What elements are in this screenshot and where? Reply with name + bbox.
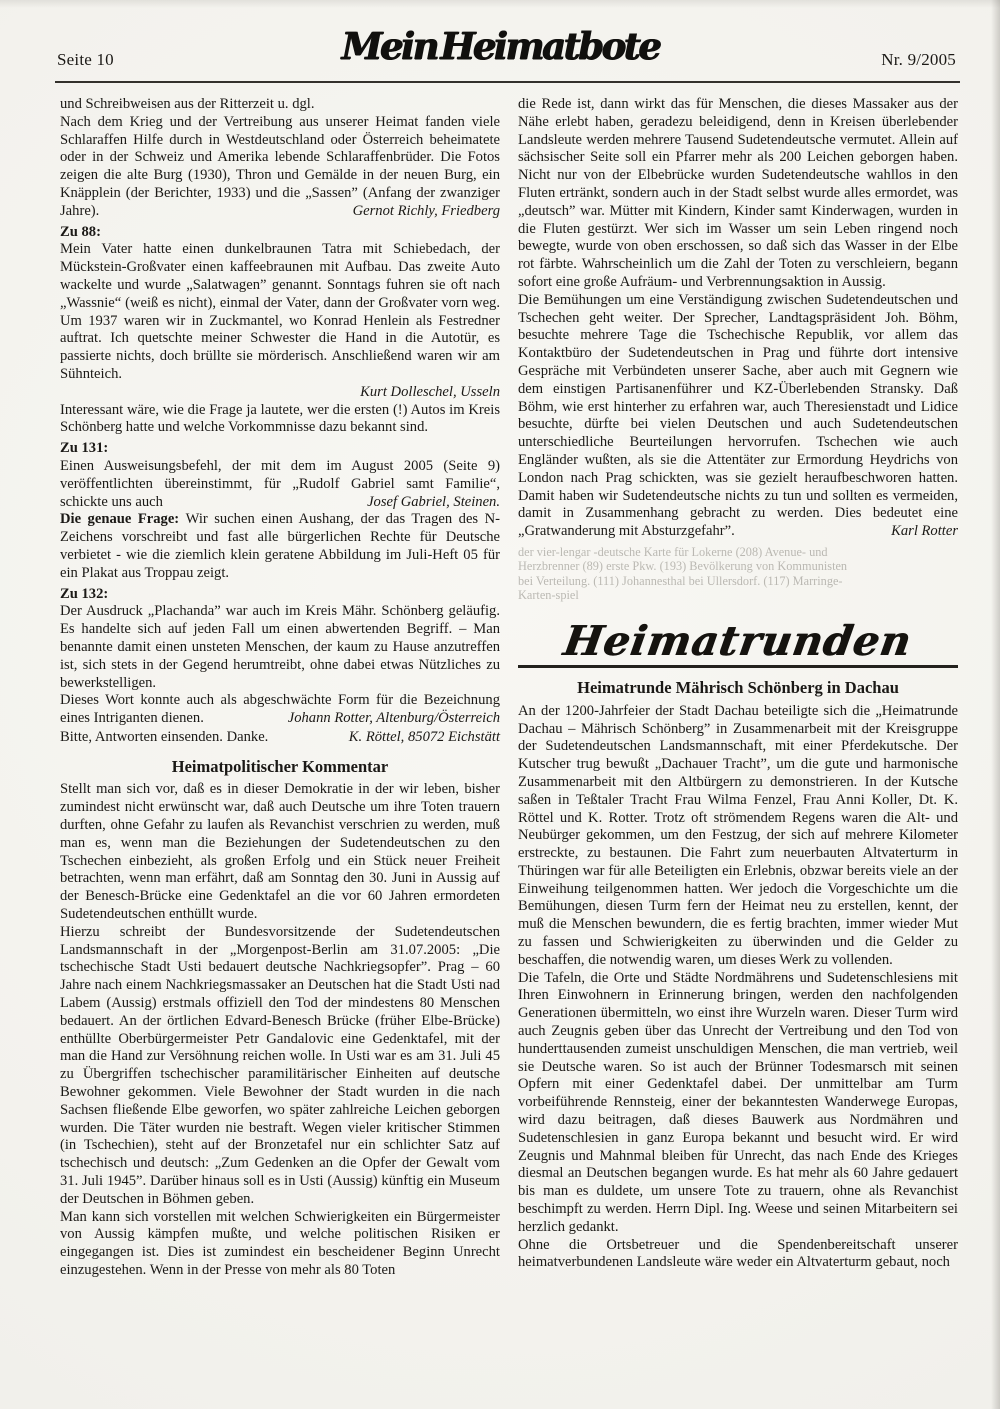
bleedthrough-text bbox=[518, 545, 958, 603]
paragraph: Dieses Wort konnte auch als abgeschwächte Form für die Bezeichnung eines Intriganten dienen. Johann Rotter, Altenburg/Österreich bbox=[60, 692, 500, 727]
paragraph: Die Tafeln, die Orte und Städte Nordmährens und Sudetenschlesiens mit Ihren Einwohnern in Erinnerung bringen, werden den nachfolgenden Generationen übermitteln, wo einst ihre Wurzeln waren. Dieser Turm wird auch Zeugnis geben über das Unrecht der Vertreibung und den Tod von hunderttausenden zumeist unschuldigen Menschen, die man vertrieb, weil sie Deutsche waren. So ist auch der Brünner Todesmarsch mit seinen Opfern mit einer Gedenktafel dabei. Der unmittelbar am Turm vorbeiführende Rennsteig, einer der bekanntesten Wanderwege Europas, wird dazu beitragen, daß dieses Bauwerk aus Nordmähren und Sudetenschlesien in ganz Europa bekannt und besucht wird. Er wird Zeugnis und Mahnmal bleiben für Unrecht, das nach Ende des Krieges diesmal an Deutschen begangen wurde. Es hat mehr als 60 Jahre gedauert bis man es duldete, um unsere Tote zu trauern, ohne als Revanchist beschimpft zu werden. Herrn Dipl. Ing. Weese und seinen Mitarbeitern sei herzlich gedankt. bbox=[518, 969, 958, 1235]
attribution-line: Kurt Dolleschel, Usseln bbox=[360, 383, 500, 400]
page-body bbox=[60, 96, 958, 1409]
bleedthrough-line: bei Verteilung. (111) Johannesthal bei Ullersdorf. (117) Marringe- bbox=[518, 573, 843, 588]
header-divider bbox=[55, 81, 960, 83]
bleedthrough-line: der vier-lengar -deutsche Karte für Lokerne (208) Avenue- und bbox=[518, 544, 828, 559]
masthead-title: Mein Heimatbote bbox=[341, 24, 659, 68]
paragraph: Stellt man sich vor, daß es in dieser Demokratie in der wir leben, bisher zumindest nicht erwünscht war, daß auch Deutsche um ihre Toten trauern durften, ohne Gefahr zu laufen als Revanchist verschrien zu werden, muß man es, wenn man die Beziehungen der Sudetendeutschen zu den Tschechen einbezieht, als großen Erfolg und ein Stück neuer Freiheit betrachten, wenn man erfährt, daß am Sonntag den 30. Juni in Aussig auf der Benesch-Brücke eine Gedenktafel an die vor 60 Jahren ermordeten Sudetendeutschen enthüllt wurde. bbox=[60, 781, 500, 923]
section-heading: Zu 88: bbox=[60, 223, 101, 240]
right-column bbox=[518, 96, 958, 1409]
article-heading: Heimatpolitischer Kommentar bbox=[171, 756, 389, 776]
paragraph: Nach dem Krieg und der Vertreibung aus unserer Heimat fanden viele Schlaraffen Hilfe durch in Westdeutschland oder Österreich beheimatete oder in der Schweiz und Amerika lebende Schlaraffenbrüder. Die Fotos zeigen die alte Burg (1930), Thron und Gemälde in der neuen Burg, ein Knäpplein (der Berichter, 1933) und die „Sassen” (Anfang der zwanziger Jahre). Gernot Richly, Friedberg bbox=[60, 113, 500, 219]
paragraph: Der Ausdruck „Plachanda” war auch im Kreis Mähr. Schönberg geläufig. Es handelte sich auf jeden Fall um einen abwertenden Begriff. – Man benannte damit einen unsteten Menschen, der kaum zu Hause anzutreffen ist, sich stets in der Gegend herumtreibt, ohne dabei etwas Nützliches zu bewerkstelligen. bbox=[60, 603, 500, 691]
section-heading: Zu 132: bbox=[60, 585, 109, 602]
request-text: Bitte, Antworten einsenden. Danke. bbox=[60, 728, 269, 745]
script-heading-text: Heimatrunden bbox=[560, 616, 916, 665]
paragraph: Die Bemühungen um eine Verständigung zwischen Sudetendeutschen und Tschechen geht weiter. Der Sprecher, Landtagspräsident Joh. Böhm, besuchte mehrere Tage die Tschechische Republik, vor allem das Kontaktbüro der Sudetendeutschen in Prag und führte dort intensive Gespräche mit Verbündeten unserer Sache, aber auch mit Gegnern wie dem einstigen Partisanenführer und KZ-Überlebenden Stransky. Daß Böhm, wie erst hinterher zu erfahren war, auch Theresienstadt und Lidice besuchte, dürfte bei vielen Deutschen und auch Sudetendeutschen unterschiedliche Beurteilungen hervorrufen. Tschechen wie auch Engländer wußten, als sie die Attentäter zur Ermordung Heydrichs von London nach Prag schickten, was sie gezielt heraufbeschworen hatten. Damit haben wir Sudetendeutsche nichts zu tun und sollten es vermeiden, damit in Zusammenhang gebracht zu werden. Dies bedeutet eine „Gratwanderung mit Absturzgefahr”. Karl Rotter bbox=[518, 291, 958, 540]
scan-edge-shadow bbox=[991, 0, 1000, 1409]
attribution: Gernot Richly, Friedberg bbox=[352, 202, 500, 219]
section-heading: Zu 131: bbox=[60, 440, 109, 457]
attribution: Josef Gabriel, Steinen. bbox=[367, 493, 500, 510]
attribution: Johann Rotter, Altenburg/Österreich bbox=[287, 710, 500, 727]
paragraph-bold-lead: Die genaue Frage: bbox=[60, 511, 186, 528]
left-column bbox=[60, 96, 500, 1409]
paragraph: Einen Ausweisungsbefehl, der mit dem im August 2005 (Seite 9) veröffentlichten übereinstimmt, für „Rudolf Gabriel samt Familie“, schickte uns auch Josef Gabriel, Steinen. bbox=[60, 457, 500, 510]
scan-top-shadow bbox=[0, 0, 1000, 8]
paragraph: Man kann sich vorstellen mit welchen Schwierigkeiten ein Bürgermeister von Aussig kämpfen mußte, und welche politischen Risiken er eingegangen ist. Dies ist zumindest ein bescheidener Beginn Unrecht einzugestehen. Wenn in der Presse von mehr als 80 Toten bbox=[60, 1208, 500, 1278]
bleedthrough-line: Karten-spiel bbox=[518, 588, 579, 603]
paragraph: die Rede ist, dann wirkt das für Menschen, die dieses Massaker aus der Nähe erlebt haben, geradezu beleidigend, denn in Kreisen überlebender Landsleute werden mehrere Tausend Sudetendeutsche vermutet. Allein auf sächsischer Seite soll ein Pfarrer mehr als 200 Leichen geborgen haben. Nicht nur von der Elbebrücke wurden Sudetendeutsche wahllos in den Fluten ertränkt, sondern auch in der Stadt selbst wurde alles ermordet, was „deutsch” war. Mütter mit Kindern, Kinder samt Kinderwagen, wurden in die Fluten gestürzt. Wer sich im Wasser um sein Leben ringend noch bewegte, wurde von oben erschossen, so daß sich das Wasser in der Elbe rot färbte. Wahrscheinlich um die Zahl der Toten zu verschleiern, begann sofort eine große Aufräum- und Verbrennungsaktion in Aussig. bbox=[518, 96, 958, 290]
attribution: K. Röttel, 85072 Eichstätt bbox=[348, 728, 500, 745]
article-heading: Heimatrunde Mährisch Schönberg in Dachau bbox=[577, 677, 899, 697]
paragraph: Die genaue Frage: Wir suchen einen Aushang, der das Tragen des N-Zeichens vorschreibt und fast alle bürgerlichen Rechte für Deutsche verbietet - wie die ziemlich klein geratene Abbildung im Juli-Heft 05 für ein Plakat aus Troppau zeigt. bbox=[60, 511, 500, 581]
request-line bbox=[60, 729, 500, 747]
page-number: Seite 10 bbox=[57, 50, 114, 69]
paragraph: An der 1200-Jahrfeier der Stadt Dachau beteiligte sich die „Heimatrunde Dachau – Mährisch Schönberg” in Zusammenarbeit mit der Kreisgruppe der Sudetendeutschen Landsmannschaft, mit einer Pferdekutsche. Der Kutscher trug bewußt „Dachauer Tracht”, um die gute und harmonische Zusammenarbeit mit den Altbürgern zu demonstrieren. In der Kutsche saßen in Teßtaler Tracht Frau Wilma Fenzel, Frau Anni Koller, Dt. K. Röttel und K. Rotter. Trotz oft strömendem Regens waren die Alt- und Neubürger gekommen, um den Festzug, der sich auf mehrere Kilometer erstreckte, zu bestaunen. Die Fahrt zum neuerbauten Altvaterturm in Thüringen war für alle Beteiligten ein Erlebnis, obzwar bereits viele an der Einweihung teilgenommen hatten. Wer jedoch die Vorgeschichte um die Bemühungen, diesen Turm fern der Heimat neu zu erstellen, kennt, der muß die Menschen bewundern, die es fertig brachten, immer wieder Mut zu fassen und Schwierigkeiten zu überwinden und die Gelder zu beschaffen, die notwendig waren, um dieses Werk zu vollenden. bbox=[518, 702, 958, 968]
section-banner bbox=[518, 617, 958, 668]
paragraph: Hierzu schreibt der Bundesvorsitzende der Sudetendeutschen Landsmannschaft in der „Morgenpost-Berlin am 31.07.2005: „Die tschechische Stadt Usti bedauert deutsche Nachkriegsopfer”. Prag – 60 Jahre nach einem Nachkriegsmassaker an Deutschen hat die Stadt Usti nad Labem (Aussig) erstmals offiziell den Tod der mindestens 80 Menschen bedauert. An der örtlichen Edvard-Benesch Brücke (früher Elbe-Brücke) enthüllte Oberbürgermeister Petr Gandalovic eine Gedenktafel, mit der man die Hand zur Versöhnung reichen wolle. In Usti war es am 31. Juli 45 zu Übergriffen tschechischer paramilitärischer Einheiten auf deutsche Bewohner gekommen. Viele Bewohner der Stadt wurden in die nach Sachsen fließende Elbe geworfen, wo später zahlreiche Leichen geborgen wurden. Die Täter wurden nie bestraft. Wegen vieler kritischer Stimmen (in Tschechien), steht auf der Bronzetafel nur ein schlichter Satz auf tschechisch und deutsch: „Zum Gedenken an die Opfer der Gewalt vom 31. Juli 1945”. Darüber hinaus soll es in Usti (Aussig) künftig ein Museum der Deutschen in Böhmen geben. bbox=[60, 923, 500, 1207]
bleedthrough-line: Herzbrenner (89) erste Pkw. (193) Bevölkerung von Kommunisten bbox=[518, 559, 848, 574]
paragraph: Ohne die Ortsbetreuer und die Spendenbereitschaft unserer heimatverbundenen Landsleute wäre weder ein Altvaterturm gebaut, noch bbox=[518, 1236, 958, 1271]
paragraph: Interessant wäre, wie die Frage ja lautete, wer die ersten (!) Autos im Kreis Schönberg hatte und welche Vorkommnisse dazu bekannt sind. bbox=[60, 401, 500, 436]
paragraph: Mein Vater hatte einen dunkelbraunen Tatra mit Schiebedach, der Mückstein-Großvater einen kaffeebraunen mit Aufbau. Das zweite Auto wackelte und wurde „Salatwagen” genannt. Sonntags fuhren sie oft nach „Wassnie“ (weiß es nicht), einmal der Vater, dann der Großvater vorn weg. Um 1937 waren wir in Zuckmantel, wo Konrad Henlein als Festredner auftrat. Ich quetschte meiner Schwester die Hand in die Autotür, es passierte nichts, doch brüllte sie mörderisch. Anschließend waren wir am Sühnteich. bbox=[60, 241, 500, 382]
attribution: Karl Rotter bbox=[891, 523, 958, 540]
paragraph: und Schreibweisen aus der Ritterzeit u. dgl. bbox=[60, 96, 315, 112]
issue-number: Nr. 9/2005 bbox=[881, 50, 956, 69]
